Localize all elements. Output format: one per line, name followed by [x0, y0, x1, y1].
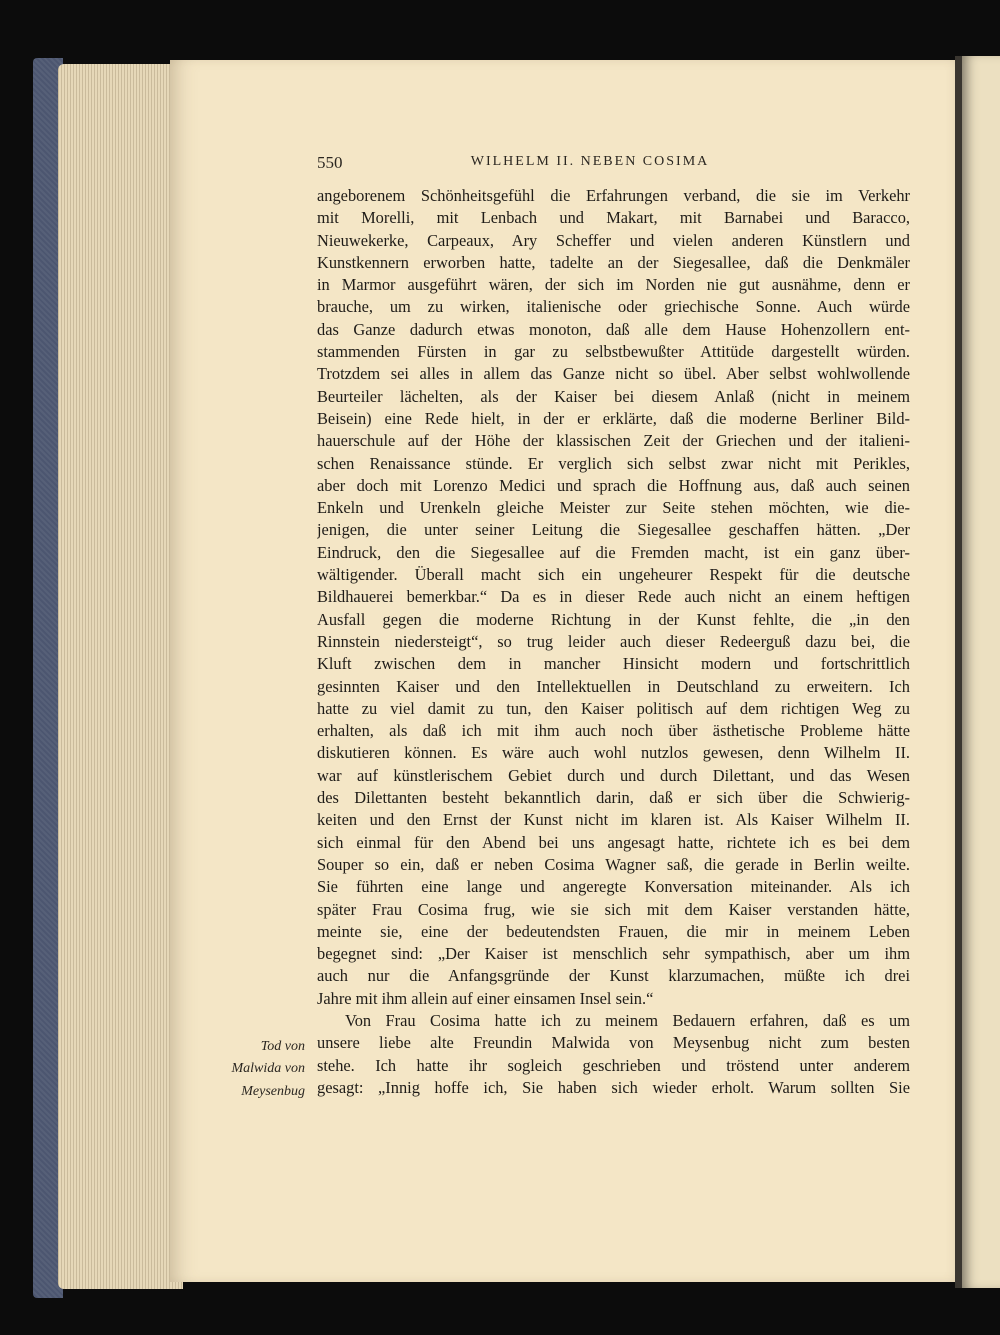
text-line: brauche, um zu wirken, italienische oder griechische Sonne. Auch würde	[317, 297, 910, 317]
text-line: keiten und den Ernst der Kunst nicht im klaren ist. Als Kaiser Wilhelm II.	[317, 810, 910, 830]
text-line: Ausfall gegen die moderne Richtung in der Kunst fehlte, die „in den	[317, 609, 910, 629]
page-number: 550	[317, 153, 343, 172]
text-line: jenigen, die unter seiner Leitung die Siegesallee geschaffen hätten. „Der	[317, 520, 910, 540]
margin-note-line: Tod von	[260, 1039, 305, 1054]
text-line: schen Renaissance stünde. Er verglich sich selbst zwar nicht mit Perikles,	[317, 453, 910, 473]
text-line: hauerschule auf der Höhe der klassischen Zeit der Griechen und der italieni-	[317, 431, 910, 451]
margin-note	[200, 1036, 305, 1103]
text-line: Kluft zwischen dem in mancher Hinsicht modern und fortschrittlich	[317, 654, 910, 674]
text-line: Beisein) eine Rede hielt, in der er erklärte, daß die moderne Berliner Bild-	[317, 408, 910, 428]
text-line: angeborenem Schönheitsgefühl die Erfahrungen verband, die sie im Verkehr	[317, 186, 910, 205]
text-line: auch nur die Anfangsgründe der Kunst klarzumachen, müßte ich drei	[317, 966, 910, 986]
text-line: Rinnstein niedersteigt“, so trug leider auch dieser Redeerguß dazu bei, die	[317, 631, 910, 651]
text-line: Nieuwekerke, Carpeaux, Ary Scheffer und vielen anderen Künstlern und	[317, 230, 910, 250]
text-line: diskutieren können. Es wäre auch wohl nutzlos gewesen, denn Wilhelm II.	[317, 743, 910, 763]
text-line: begegnet sind: „Der Kaiser ist menschlich sehr sympathisch, aber um ihm	[317, 944, 910, 964]
text-line: sich einmal für den Abend bei uns angesagt hatte, richtete ich es bei dem	[317, 832, 910, 852]
text-line: mit Morelli, mit Lenbach und Makart, mit Barnabei und Baracco,	[317, 208, 910, 228]
text-line: Von Frau Cosima hatte ich zu meinem Bedauern erfahren, daß es um	[345, 1010, 910, 1030]
text-line: stammenden Fürsten in gar zu selbstbewußter Attitüde dargestellt würden.	[317, 342, 910, 362]
margin-note-line: Meysenbug	[241, 1083, 305, 1099]
text-line: Beurteiler lächelten, als der Kaiser bei diesem Anlaß (nicht in meinem	[317, 386, 910, 406]
text-line: Bildhauerei bemerkbar.“ Da es in dieser Rede auch nicht an einem heftigen	[317, 587, 910, 607]
text-line: hatte zu viel damit zu tun, den Kaiser politisch auf dem richtigen Weg zu	[317, 698, 910, 718]
text-line: gesinnten Kaiser und den Intellektuellen in Deutschland zu erweitern. Ich	[317, 676, 910, 696]
margin-note-line: Malwida von	[231, 1061, 305, 1077]
text-line: erhalten, als daß ich mit ihm auch noch über ästhetische Probleme hätte	[317, 721, 910, 741]
text-line: später Frau Cosima frug, wie sie sich mit dem Kaiser verstanden hätte,	[317, 899, 910, 919]
body-text	[317, 185, 910, 1099]
text-line: des Dilettanten besteht bekanntlich darin, daß er sich über die Schwierig-	[317, 788, 910, 808]
text-line: Kunstkennern erworben hatte, tadelte an der Siegesallee, daß die Denkmäler	[317, 252, 910, 272]
text-line: Trotzdem sei alles in allem das Ganze nicht so übel. Aber selbst wohlwollende	[317, 364, 910, 384]
page-edges	[58, 64, 183, 1289]
text-line: gesagt: „Innig hoffe ich, Sie haben sich wieder erholt. Warum sollten Sie	[317, 1077, 910, 1097]
text-line: aber doch mit Lorenzo Medici und sprach die Hoffnung aus, daß auch seinen	[317, 475, 910, 495]
text-line: in Marmor ausgeführt wären, der sich im Norden nie gut ausnähme, denn er	[317, 275, 910, 295]
text-line: Enkeln und Urenkeln gleiche Meister zur Seite stehen möchten, wie die-	[317, 498, 910, 518]
text-line: das Ganze dadurch etwas monoton, daß alle dem Hause Hohenzollern ent-	[317, 319, 910, 339]
running-title: WILHELM II. NEBEN COSIMA	[470, 154, 710, 169]
facing-page-edge	[962, 56, 1000, 1288]
text-line: stehe. Ich hatte ihr sogleich geschrieben und tröstend unter anderem	[317, 1055, 910, 1075]
text-line: wältigender. Überall macht sich ein ungeheurer Respekt für die deutsche	[317, 565, 910, 585]
text-line: Jahre mit ihm allein auf einer einsamen Insel sein.“	[317, 988, 654, 1008]
text-line: war auf künstlerischem Gebiet durch und durch Dilettant, und das Wesen	[317, 765, 910, 785]
text-line: meinte sie, eine der bedeutendsten Frauen, die mir in meinem Leben	[317, 921, 910, 941]
text-line: Sie führten eine lange und angeregte Konversation miteinander. Als ich	[317, 877, 910, 897]
text-line: unsere liebe alte Freundin Malwida von Meysenbug nicht zum besten	[317, 1033, 910, 1053]
text-line: Eindruck, den die Siegesallee auf die Fremden macht, ist ein ganz über-	[317, 542, 910, 562]
text-line: Souper so ein, daß er neben Cosima Wagner saß, die gerade in Berlin weilte.	[317, 854, 910, 874]
